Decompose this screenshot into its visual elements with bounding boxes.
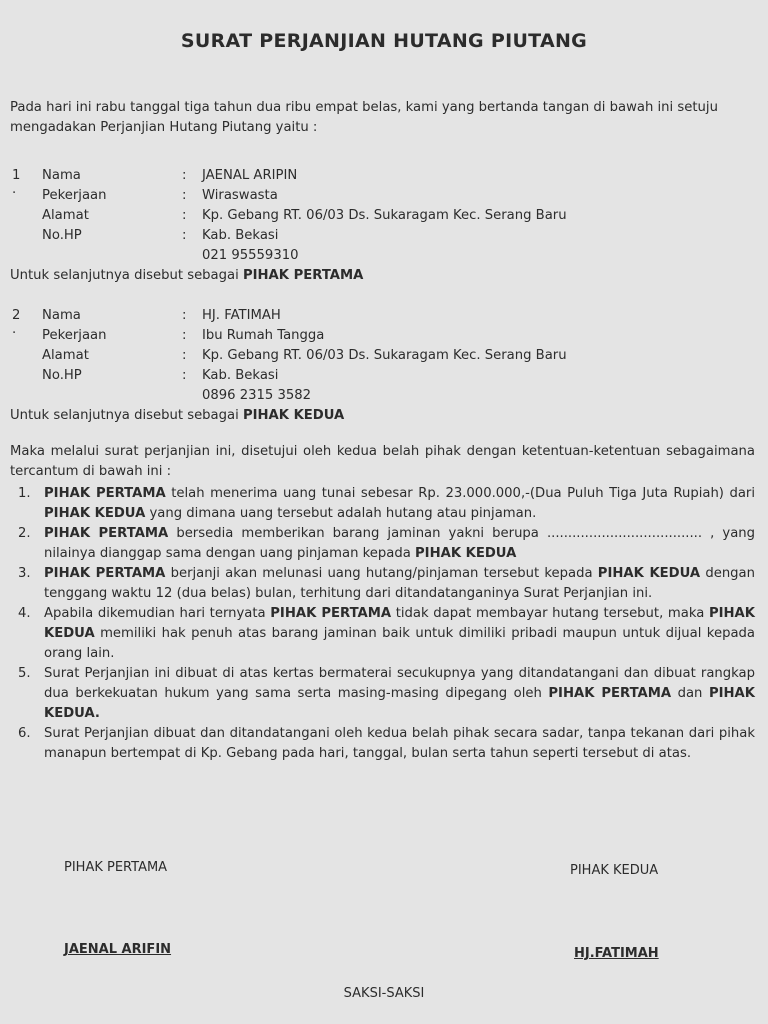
term-number: 5. [18,666,31,681]
term-text: berjanji akan melunasi uang hutang/pinjaman tersebut kepada [165,566,598,581]
party-one-nama-row [10,166,762,186]
intro-paragraph: Pada hari ini rabu tanggal tiga tahun dua ribu empat belas, kami yang bertanda tangan di bawah ini setuju mengadakan Perjanjian Hutang Piutang yaitu : [10,100,718,135]
label-alamat: Alamat [42,348,89,363]
label-nama: Nama [42,168,81,183]
term-item [10,604,755,664]
colon: : [182,188,187,203]
term-party-name: PIHAK KEDUA [44,506,146,521]
party-one-alamat-2: Kab. Bekasi [202,228,279,243]
colon: : [182,228,187,243]
term-text: yang dimana uang tersebut adalah hutang atau pinjaman. [145,506,537,521]
term-text: Surat Perjanjian dibuat dan ditandatangani oleh kedua belah pihak secara sadar, tanpa tekanan dari pihak manapun bertempat di Kp. Gebang pada hari, tanggal, bulan serta tahun seperti tersebut di atas. [44,726,755,761]
term-text: tidak dapat membayar hutang tersebut, maka [391,606,709,621]
label-nama: Nama [42,308,81,323]
party-one-pekerjaan-row [10,182,762,206]
term-number: 3. [18,566,31,581]
party-one-alamat-row [10,206,762,226]
colon: : [182,308,187,323]
witness-heading: SAKSI-SAKSI [343,986,425,1001]
term-item [10,564,755,604]
term-item [10,524,755,564]
party-number: 2 [12,308,21,323]
party-one-nama: JAENAL ARIPIN [202,168,298,183]
label-nohp: No.HP [42,368,82,383]
term-text: memiliki hak penuh atas barang jaminan baik untuk dimiliki pribadi maupun untuk dijual kepada orang lain. [44,626,755,661]
party-one-pekerjaan: Wiraswasta [202,188,278,203]
party-two-phone-row [10,386,762,406]
party-two-block [10,306,762,426]
term-text: dan [671,686,709,701]
terms-intro: Maka melalui surat perjanjian ini, disetujui oleh kedua belah pihak dengan ketentuan-ketentuan sebagaimana tercantum di bawah ini : [10,444,755,479]
party-two-role: PIHAK KEDUA [242,408,345,423]
label-pekerjaan: Pekerjaan [42,188,107,203]
party-two-nohp-row [10,366,762,386]
signature-label-first-party: PIHAK PERTAMA [64,860,168,875]
list-dot: . [12,182,17,197]
term-party-name: PIHAK KEDUA. [44,686,755,721]
party-two-pekerjaan-row [10,322,762,346]
party-two-nama-row [10,306,762,326]
colon: : [182,348,187,363]
term-text: dengan tenggang waktu 12 (dua belas) bulan, terhitung dari ditandatanganinya Surat Perjanjian ini. [44,566,755,601]
party-two-alamat-2: Kab. Bekasi [202,368,279,383]
party-one-nohp-row [10,226,762,246]
term-text: Surat Perjanjian ini dibuat di atas kertas bermaterai secukupnya yang ditandatangani dan dibuat rangkap dua berkekuatan hukum yang sama serta masing-masing dipegang oleh [44,666,755,701]
party-one-role: PIHAK PERTAMA [242,268,364,283]
document-title: SURAT PERJANJIAN HUTANG PIUTANG [180,30,588,52]
label-nohp: No.HP [42,228,82,243]
term-party-name: PIHAK PERTAMA [44,566,166,581]
label-pekerjaan: Pekerjaan [42,328,107,343]
term-party-name: PIHAK KEDUA [415,546,517,561]
party-one-alamat: Kp. Gebang RT. 06/03 Ds. Sukaragam Kec. Serang Baru [202,208,567,223]
party-one-nohp: 021 95559310 [202,248,299,263]
terms-list [10,484,755,764]
closing-text: Untuk selanjutnya disebut sebagai [10,408,239,423]
term-party-name: PIHAK PERTAMA [548,686,672,701]
term-number: 6. [18,726,31,741]
term-number: 2. [18,526,31,541]
colon: : [182,208,187,223]
colon: : [182,328,187,343]
label-alamat: Alamat [42,208,89,223]
term-party-name: PIHAK PERTAMA [44,486,166,501]
term-text: bersedia memberikan barang jaminan yakni berupa ..................................... , yang nilainya dianggap sama dengan uang pinjaman kepada [44,526,755,561]
list-dot: . [12,322,17,337]
party-two-nama: HJ. FATIMAH [202,308,281,323]
party-one-phone-row [10,246,762,266]
party-one-closing [10,266,762,286]
colon: : [182,168,187,183]
term-number: 4. [18,606,31,621]
signature-name-first-party: JAENAL ARIFIN [64,942,172,957]
party-two-alamat: Kp. Gebang RT. 06/03 Ds. Sukaragam Kec. Serang Baru [202,348,567,363]
party-one-block [10,166,762,286]
closing-text: Untuk selanjutnya disebut sebagai [10,268,239,283]
term-text: telah menerima uang tunai sebesar Rp. 23.000.000,-(Dua Puluh Tiga Juta Rupiah) dari [165,486,755,501]
term-party-name: PIHAK KEDUA [597,566,701,581]
term-item [10,664,755,724]
party-two-closing [10,406,762,426]
signature-label-second-party: PIHAK KEDUA [570,863,659,878]
term-party-name: PIHAK PERTAMA [270,606,392,621]
term-item [10,484,755,524]
term-party-name: PIHAK PERTAMA [44,526,169,541]
party-two-nohp: 0896 2315 3582 [202,388,312,403]
term-party-name: PIHAK KEDUA [44,606,755,641]
party-number: 1 [12,168,21,183]
colon: : [182,368,187,383]
term-number: 1. [18,486,31,501]
party-two-pekerjaan: Ibu Rumah Tangga [202,328,325,343]
signature-name-second-party: HJ.FATIMAH [574,946,659,961]
party-two-alamat-row [10,346,762,366]
term-text: Apabila dikemudian hari ternyata [44,606,271,621]
term-item [10,724,755,764]
